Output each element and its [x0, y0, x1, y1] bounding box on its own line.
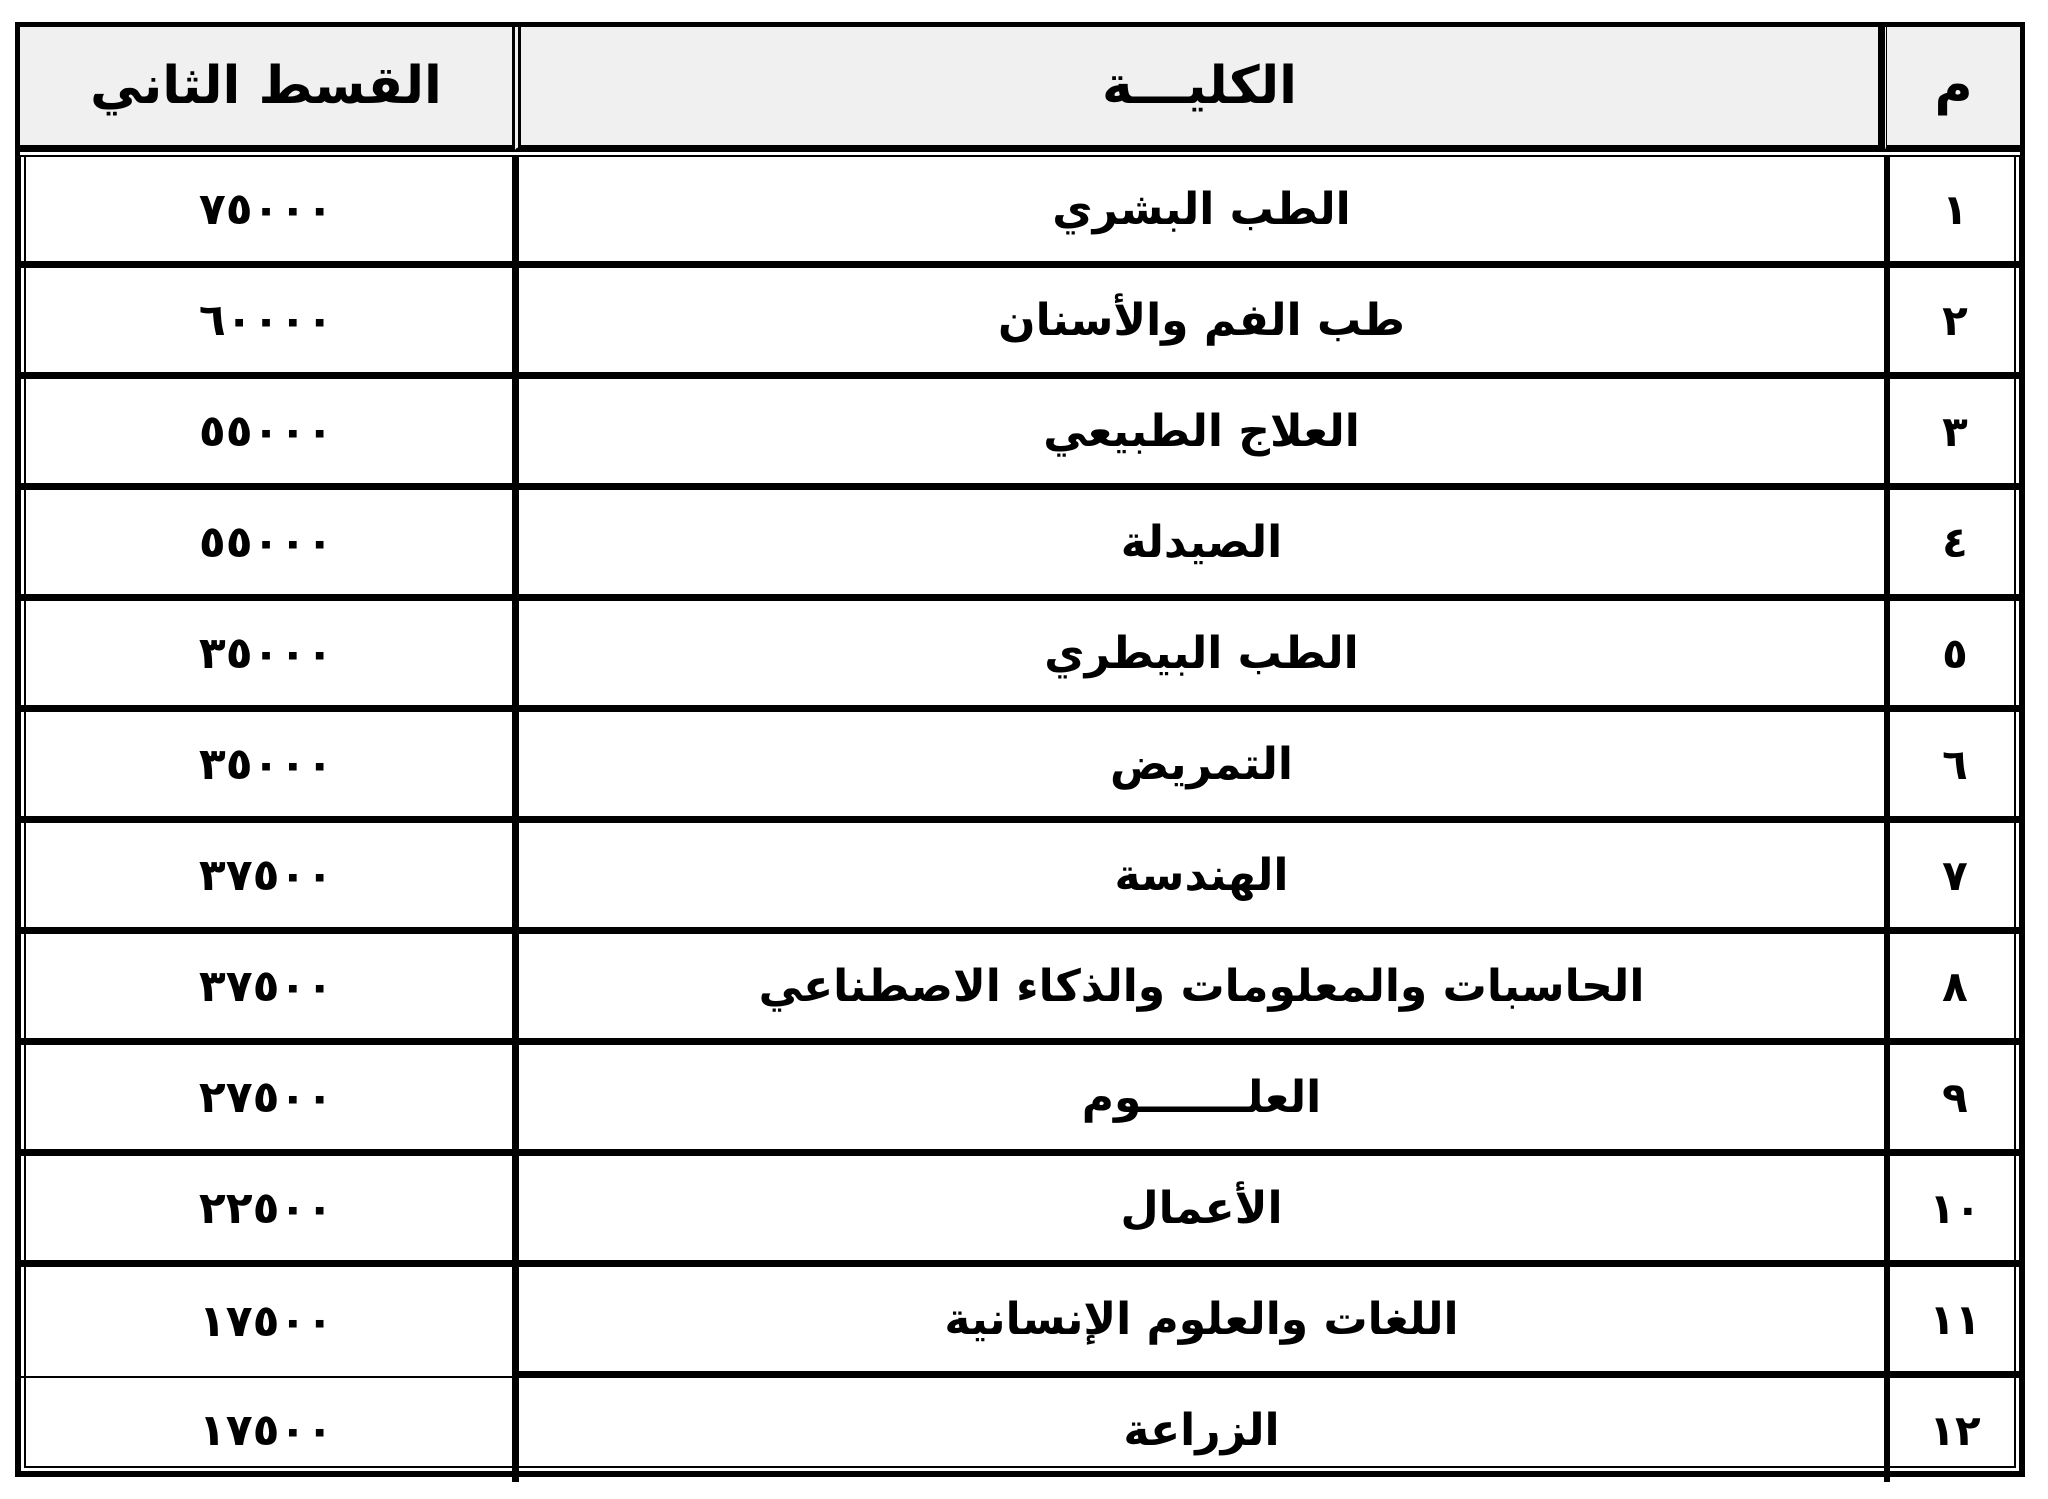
table-row	[20, 712, 2020, 823]
row-id: ٦	[1884, 712, 2020, 823]
table-row	[20, 490, 2020, 601]
installment-amount: ٣٧٥٠٠	[20, 823, 512, 934]
college-name: الأعمال	[512, 1156, 1884, 1267]
row-id: ١٢	[1884, 1378, 2020, 1482]
table-row	[20, 268, 2020, 379]
row-id: ١٠	[1884, 1156, 2020, 1267]
installment-amount: ٣٧٥٠٠	[20, 934, 512, 1045]
table-row	[20, 934, 2020, 1045]
installment-amount: ٥٥٠٠٠	[20, 490, 512, 601]
installment-amount: ٣٥٠٠٠	[20, 712, 512, 823]
row-id: ٤	[1884, 490, 2020, 601]
header-row	[20, 27, 2020, 152]
installment-amount: ٦٠٠٠٠	[20, 268, 512, 379]
college-name: الزراعة	[512, 1378, 1884, 1482]
header-second-installment: القسط الثاني	[20, 27, 512, 152]
header-college: الكليـــة	[512, 27, 1884, 152]
college-name: الطب البيطري	[512, 601, 1884, 712]
row-id: ٥	[1884, 601, 2020, 712]
college-name: الهندسة	[512, 823, 1884, 934]
table-row	[20, 823, 2020, 934]
table-row	[20, 601, 2020, 712]
row-id: ١١	[1884, 1267, 2020, 1378]
college-name: الحاسبات والمعلومات والذكاء الاصطناعي	[512, 934, 1884, 1045]
installment-amount: ٥٥٠٠٠	[20, 379, 512, 490]
college-name: العلـــــــوم	[512, 1045, 1884, 1156]
header-id: م	[1884, 27, 2020, 152]
row-id: ٣	[1884, 379, 2020, 490]
table-row	[20, 157, 2020, 268]
installment-amount: ٣٥٠٠٠	[20, 601, 512, 712]
college-name: العلاج الطبيعي	[512, 379, 1884, 490]
installment-amount: ٢٧٥٠٠	[20, 1045, 512, 1156]
table-row	[20, 1045, 2020, 1156]
college-name: اللغات والعلوم الإنسانية	[512, 1267, 1884, 1378]
table-body	[20, 157, 2020, 1482]
college-name: الصيدلة	[512, 490, 1884, 601]
table-row	[20, 1267, 2020, 1378]
installment-amount: ١٧٥٠٠	[198, 1404, 334, 1456]
table-row	[20, 379, 2020, 490]
table-row	[20, 1156, 2020, 1267]
installment-amount: ٢٢٥٠٠	[20, 1156, 512, 1267]
college-fees-table	[20, 27, 2020, 1482]
table-row	[20, 1378, 2020, 1482]
installment-amount: ١٧٥٠٠	[20, 1267, 512, 1378]
row-id: ١	[1884, 157, 2020, 268]
college-name: طب الفم والأسنان	[512, 268, 1884, 379]
college-name: التمريض	[512, 712, 1884, 823]
row-id: ٢	[1884, 268, 2020, 379]
row-id: ٩	[1884, 1045, 2020, 1156]
installment-amount: ٧٥٠٠٠	[20, 157, 512, 268]
row-id: ٨	[1884, 934, 2020, 1045]
table-header	[20, 27, 2020, 157]
row-id: ٧	[1884, 823, 2020, 934]
college-name: الطب البشري	[512, 157, 1884, 268]
